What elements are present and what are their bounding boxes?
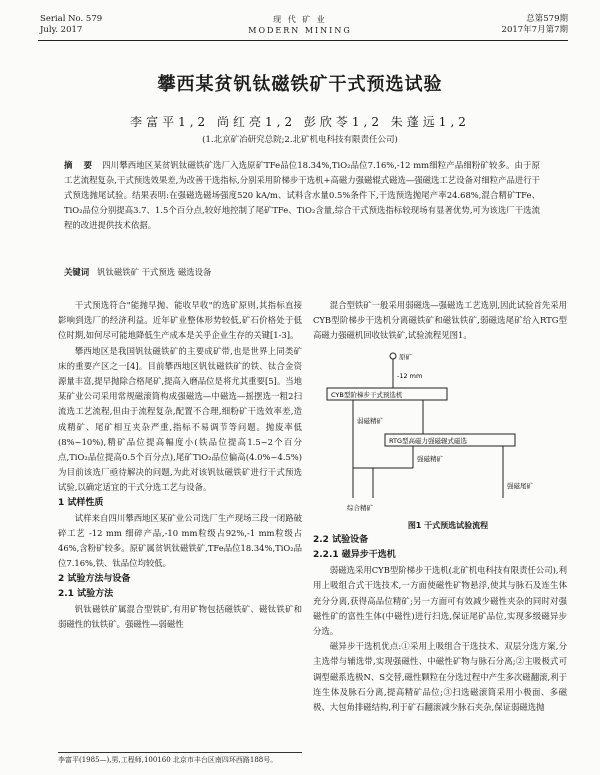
method-paragraph-cont: 混合型铁矿一般采用弱磁选—强磁选工艺选别,因此试验首先采用CYB型阶梯步干选机分离磁铁矿和磁钛铁矿,弱磁选尾矿给入RTG型高磁力强磁机回收钛铁矿,试验流程见图1。 <box>313 300 567 341</box>
section-heading-2: 2 试验方法与设备 <box>58 573 131 584</box>
keywords <box>64 266 540 278</box>
flowchart-figure <box>313 348 567 516</box>
fig-label-rtg-concentrate: 强磁精矿 <box>417 454 443 463</box>
feed-node <box>390 353 396 359</box>
fig-label-feed: 原矿 <box>399 352 412 361</box>
equipment-paragraph-1: 弱磁选采用CYB型阶梯步干选机(北矿机电科技有限责任公司),利用上吸组合式干选技术,一方面使磁性矿物悬浮,使其与脉石及连生体充分分离,获得高品位精矿;另一方面可有效减少磁性夹杂的同时对强磁性矿的富性生体(中磁性)进行扫选,保证尾矿品位,实现多级磁异步分选。 <box>313 565 567 637</box>
journal-name-en: MODERN MINING <box>248 26 352 35</box>
abstract-text: 四川攀西地区某贫钒钛磁铁矿选厂入选原矿TFe品位18.34%,TiO₂品位7.16%,-12 mm细粒产品细粉矿较多。由于原工艺流程复杂,干式预选效果差,为改善干选指标,分别采用阶梯步干选机+高磁力强磁辊式磁选—强磁选工艺设备对细粒产品进行干式预选抛尾试验。结果表明:在强磁选磁场强度520 kA/m、试料含水量0.5%条件下,干选预选抛尾产率24.68%,混合精矿TFe、TiO₂品位分别提高3.7、1.5个百分点,较好地控制了尾矿TFe、TiO₂含量,综合干式预选指标较现场有显著优势,可为该选厂干选流程的改进提供技术依据。 <box>64 160 540 230</box>
flowchart-diagram <box>313 348 567 516</box>
fig-label-mag-concentrate: 弱磁精矿 <box>357 416 383 425</box>
figure-caption: 图1 干式预选试验流程 <box>407 520 489 530</box>
issue-number: 2017年7月第7期 <box>501 25 568 35</box>
subsection-heading-2-2: 2.2 试验设备 <box>313 534 369 545</box>
intro-paragraph-1: 干式预选符合"能抛早抛、能收早收"的选矿原则,其指标直接影响到选厂的经济利益。近年矿业整体形势较低,矿石价格处于低位时期,如何尽可能地降低生产成本是关乎企业生存的关键[1-3]。 <box>58 300 302 341</box>
section-heading-1: 1 试样性质 <box>58 497 104 508</box>
fig-label-final: 综合精矿 <box>347 503 373 512</box>
method-paragraph: 钒钛磁铁矿属混合型铁矿,有用矿物包括磁铁矿、磁钛铁矿和弱磁性的钛铁矿。强磁性—弱磁性 <box>58 604 302 630</box>
subsection-heading-2-2-1: 2.2.1 磁异步干选机 <box>313 550 396 561</box>
abstract-label: 摘 要 <box>64 160 97 170</box>
total-issue: 总第579期 <box>526 14 568 24</box>
sample-paragraph: 试样来自四川攀西地区某矿业公司选厂生产现场三段一闭路破碎工艺 -12 mm 细碎产品,-10 mm粒级占92%,-1 mm粒级占46%,含粉矿较多。原矿属贫钒钛磁铁矿,TFe品位18.34%,TiO₂品位7.16%,铁、钛品位均较低。 <box>58 512 302 569</box>
fig-label-tailing: 强磁尾矿 <box>507 481 533 490</box>
fig-label-size: -12 mm <box>397 371 423 380</box>
journal-name-cn: 现 代 矿 业 <box>273 15 327 24</box>
subsection-heading-2-1: 2.1 试验方法 <box>58 588 114 599</box>
right-column <box>313 298 567 715</box>
author-list: 李富平1,2 尚红亮1,2 彭欣苓1,2 朱蓬远1,2 <box>130 115 470 129</box>
header-rule <box>38 40 568 41</box>
keywords-text: 钒钛磁铁矿 干式预选 磁选设备 <box>97 267 212 277</box>
intro-paragraph-2: 攀西地区是我国钒钛磁铁矿的主要成矿带,也是世界上同类矿床的重要产区之一[4]。目前攀西地区钒钛磁铁矿的铁、钛合金资源量丰富,提早抛除合格尾矿,提高入磨品位是将尤其重要[5]。当地某矿业公司采用常规磁滚筒构成强磁选—中磁选—摇摆选一粗2扫流选工艺流程,但由于流程复杂,配置不合理,细粉矿干选效率差,造成精矿、尾矿相互夹杂严重,指标不易调节等问题。抛废率低(8%~10%),精矿品位提高幅度小(铁品位提高1.5~2个百分点,TiO₂品位提高0.5个百分点),尾矿TiO₂品位偏高(4.0%~4.5%)为目前该选厂亟待解决的问题,为此对该钒钛磁铁矿进行干式预选试验,以确定适宜的干式分选工艺与设备。 <box>58 345 302 493</box>
left-column <box>58 298 302 632</box>
fig-label-rtg: RTG型高磁力强磁辊式磁选 <box>389 436 468 445</box>
affiliation: (1.北京矿冶研究总院;2.北矿机电科技有限责任公司) <box>202 135 398 145</box>
journal-issue <box>502 14 568 36</box>
fig-label-cyb: CYB型阶梯步干式预选机 <box>331 390 403 399</box>
abstract <box>64 158 540 233</box>
issue-date: July. 2017 <box>40 25 83 35</box>
paper-title: 攀西某贫钒钛磁铁矿干式预选试验 <box>157 74 443 95</box>
equipment-paragraph-2: 磁异步干选机优点:①采用上吸组合干选技术、双层分选方案,分主选带与辅选带,实现强磁性、中磁性矿物与脉石分离;②主吸极式可调型磁系选极N、S交替,磁性颗粒在分选过程中产生多次磁翻滚,利于连生体及脉石分离,提高精矿品位;③扫选磁滚筒采用小极面、多磁极、大包角排磁结构,利于矿石翻滚减少脉石夹杂,保证弱磁选抛 <box>313 641 567 713</box>
keywords-label: 关键词 <box>64 267 90 277</box>
serial-number: Serial No. 579 <box>40 14 103 24</box>
footnote: 李富平(1985—),男,工程师,100160 北京市丰台区南四环西路188号。 <box>58 752 302 765</box>
